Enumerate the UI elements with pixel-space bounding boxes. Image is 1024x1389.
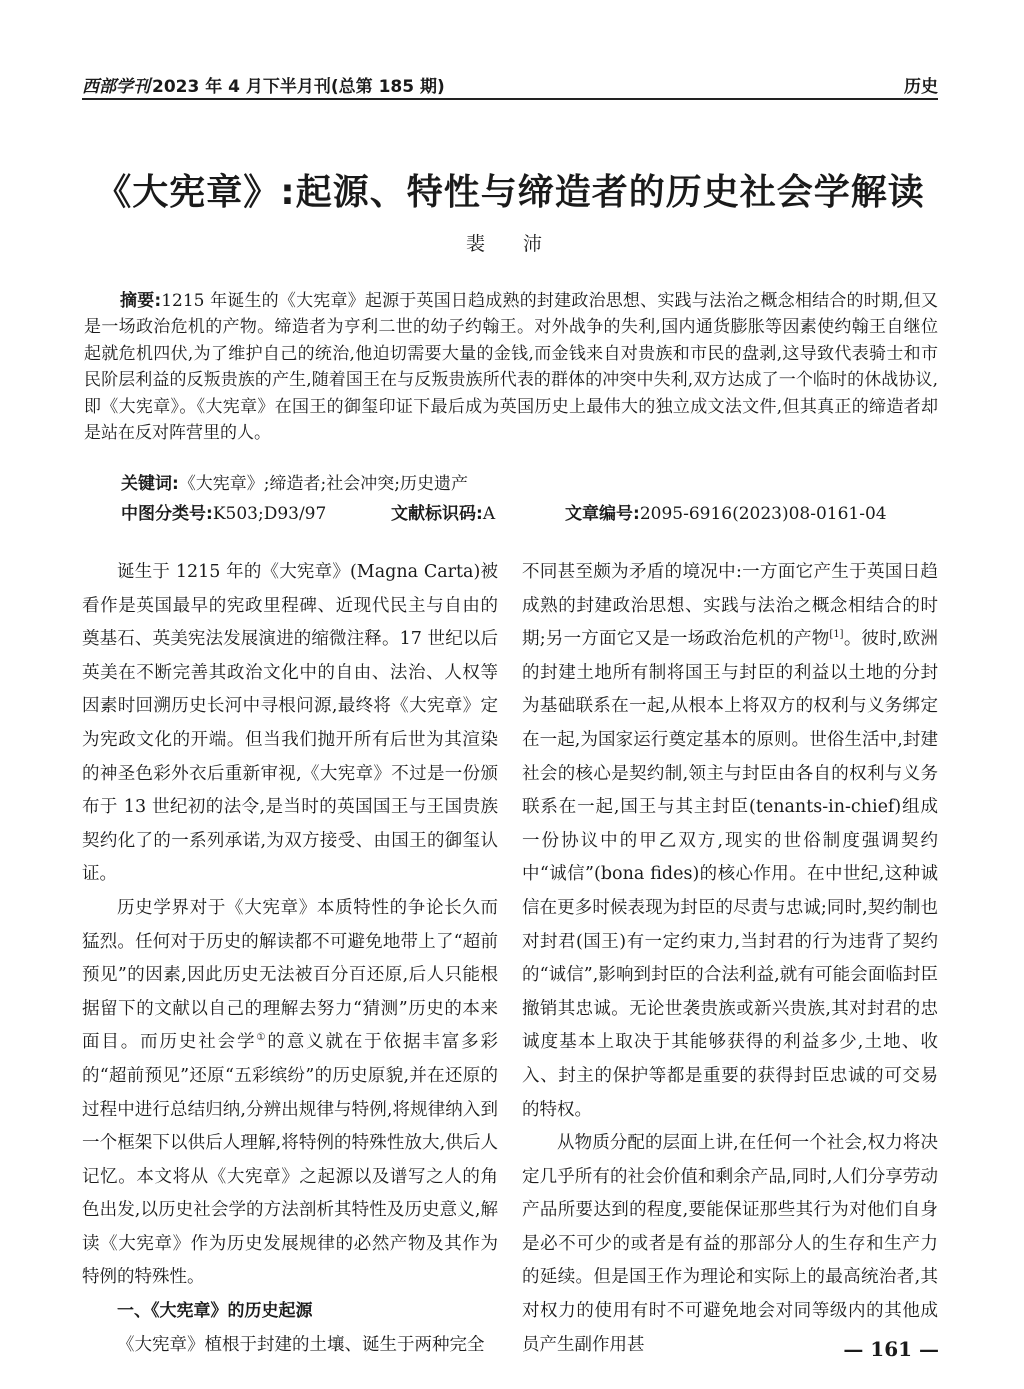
abstract-text: 1215 年诞生的《大宪章》起源于英国日趋成熟的封建政治思想、实践与法治之概念相结合的时期,但又是一场政治危机的产物。缔造者为亨利二世的幼子约翰王。对外战争的失利,国内通货膨胀等因素使约翰王自继位起就危机四伏,为了维护自己的统治,他迫切需要大量的金钱,而金钱来自对贵族和市民的盘剥,这导致代表骑士和市民阶层利益的反叛贵族的产生,随着国王在与反叛贵族所代表的群体的冲突中失利,双方达成了一个临时的休战协议,即《大宪章》。《大宪章》在国王的御玺印证下最后成为英国历史上最伟大的独立成文法文件,但其真正的缔造者却是站在反对阵营里的人。 bbox=[84, 291, 938, 444]
doc-label: 文献标识码: bbox=[391, 504, 483, 524]
issue-text: 2023 年 4 月下半月刊(总第 185 期) bbox=[152, 77, 445, 97]
paragraph: 诞生于 1215 年的《大宪章》(Magna Carta)被看作是英国最早的宪政里程碑、近现代民主与自由的奠基石、英美宪法发展演进的缩微注释。17 世纪以后英美在不断完善其政治文化中的自由、法治、人权等因素时回溯历史长河中寻根问源,最终将《大宪章》定为宪政文化的开端。但当我们抛开所有后世为其渲染的神圣色彩外衣后重新审视,《大宪章》不过是一份颁布于 13 世纪初的法令,是当时的英国国王与王国贵族契约化了的一系列承诺,为双方接受、由国王的御玺认证。 bbox=[82, 562, 498, 885]
paragraph bbox=[82, 892, 498, 1295]
clc-label: 中图分类号: bbox=[121, 504, 213, 524]
right-column bbox=[522, 556, 938, 1362]
abstract bbox=[84, 288, 938, 446]
paragraph-text: 历史学界对于《大宪章》本质特性的争论长久而猛烈。任何对于历史的解读都不可避免地带上了“超前预见”的因素,因此历史无法被百分百还原,后人只能根据留下的文献以自己的理解去努力“猜测”历史的本来面目。而历史社会学 bbox=[82, 897, 498, 1053]
doc-value: A bbox=[482, 504, 496, 524]
article-number bbox=[565, 499, 887, 524]
paragraph bbox=[522, 556, 938, 1127]
article-title: 《大宪章》:起源、特性与缔造者的历史社会学解读 bbox=[95, 172, 925, 213]
section-label: 历史 bbox=[904, 77, 938, 97]
running-header bbox=[82, 72, 938, 98]
paragraph-text: 不同甚至颇为矛盾的境况中:一方面它产生于英国日趋成熟的封建政治思想、实践与法治之概念相结合的时期;另一方面它又是一场政治危机的产物 bbox=[522, 562, 938, 650]
art-value: 2095-6916(2023)08-0161-04 bbox=[639, 504, 887, 524]
abstract-label: 摘要: bbox=[120, 291, 162, 311]
journal-issue bbox=[82, 72, 445, 97]
section-heading: 一、《大宪章》的历史起源 bbox=[117, 1301, 313, 1322]
paragraph-text: 的意义就在于依据丰富多彩的“超前预见”还原“五彩缤纷”的历史原貌,并在还原的过程中进行总结归纳,分辨出规律与特例,将规律纳入到一个框架下以供后人理解,将特例的特殊性放大,供后人记忆。本文将从《大宪章》之起源以及谱写之人的角色出发,以历史社会学的方法剖析其特性及历史意义,解读《大宪章》作为历史发展规律的必然产物及其作为特例的特殊性。 bbox=[82, 1032, 499, 1288]
page-number: — 161 — bbox=[843, 1337, 939, 1361]
reference-marker[interactable]: [1] bbox=[829, 629, 844, 641]
left-column bbox=[82, 556, 498, 1362]
keywords-text: 《大宪章》;缔造者;社会冲突;历史遗产 bbox=[178, 474, 468, 494]
keywords bbox=[121, 469, 468, 494]
doc-code bbox=[391, 499, 495, 524]
paragraph: 《大宪章》植根于封建的土壤、诞生于两种完全 bbox=[117, 1334, 485, 1355]
header-rule bbox=[82, 98, 938, 100]
clc-value: K503;D93/97 bbox=[212, 504, 327, 524]
clc-code bbox=[121, 499, 326, 524]
paragraph-text: 。彼时,欧洲的封建土地所有制将国王与封臣的利益以土地的分封为基础联系在一起,从根本上将双方的权利与义务绑定在一起,为国家运行奠定基本的原则。世俗生活中,封建社会的核心是契约制,领主与封臣由各自的权利与义务联系在一起,国王与其主封臣(tenants-in-chief)组成一份协议中的甲乙双方,现实的世俗制度强调契约中“诚信”(bona fides)的核心作用。在中世纪,这种诚信在更多时候表现为封臣的尽责与忠诚;同时,契约制也对封君(国王)有一定约束力,当封君的行为违背了契约的“诚信”,影响到封臣的合法利益,就有可能会面临封臣撤销其忠诚。无论世袭贵族或新兴贵族,其对封君的忠诚度基本上取决于其能够获得的利益多少,土地、收入、封主的保护等都是重要的获得封臣忠诚的可交易的特权。 bbox=[522, 629, 938, 1120]
keywords-label: 关键词: bbox=[121, 474, 179, 494]
journal-logo: 西部学刊 bbox=[82, 77, 150, 97]
author: 裴 沛 bbox=[465, 233, 559, 255]
paragraph: 从物质分配的层面上讲,在任何一个社会,权力将决定几乎所有的社会价值和剩余产品,同时,人们分享劳动产品所要达到的程度,要能保证那些其行为对他们自身是必不可少的或者是有益的那部分人的生存和生产力的延续。但是国王作为理论和实际上的最高统治者,其对权力的使用有时不可避免地会对同等级内的其他成员产生副作用甚 bbox=[522, 1133, 938, 1355]
art-label: 文章编号: bbox=[565, 504, 640, 524]
footnote-marker[interactable]: ① bbox=[256, 1032, 268, 1044]
